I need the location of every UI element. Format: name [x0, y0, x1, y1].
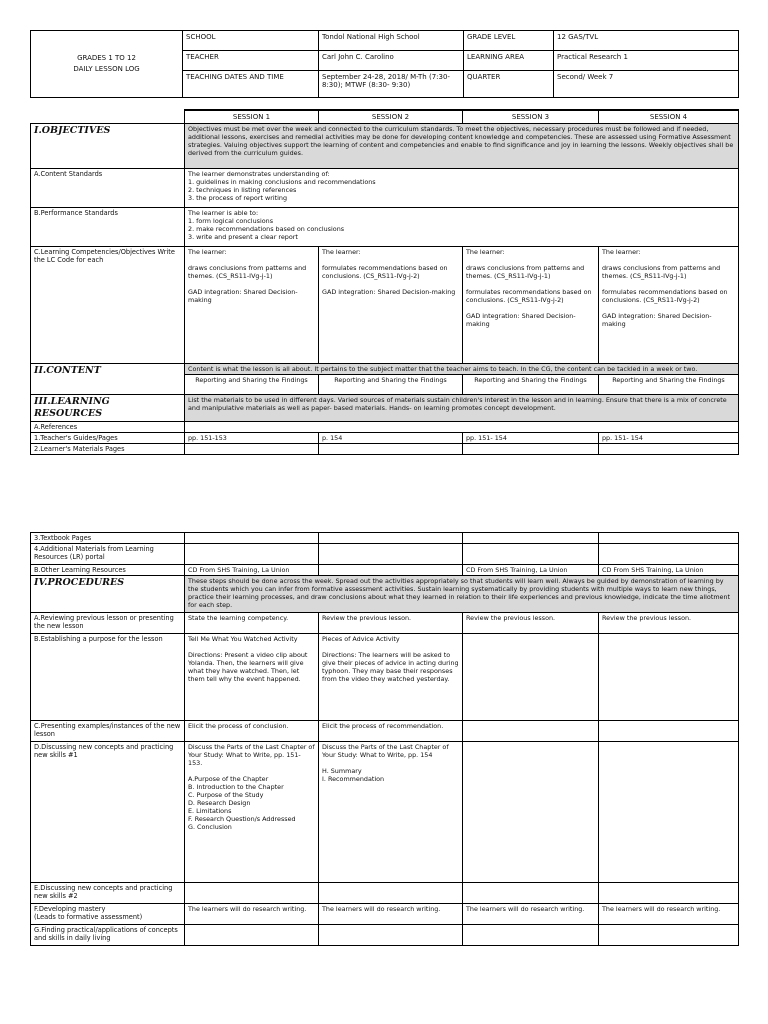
establishing-label: B.Establishing a purpose for the lesson — [31, 634, 185, 721]
mastery-session-4: The learners will do research writing. — [599, 904, 739, 925]
session-2-header: SESSION 2 — [319, 110, 463, 124]
performance-standards-text: The learner is able to: 1. form logical conclusions 2. make recommendations based on conclusions 3. write and present a clear report — [185, 208, 739, 247]
learning-area-label: LEARNING AREA — [464, 51, 554, 71]
learning-area-value: Practical Research 1 — [554, 51, 739, 71]
learners-materials-session-3 — [463, 444, 599, 455]
learners-materials-session-4 — [599, 444, 739, 455]
competencies-session-3: The learner: draws conclusions from patterns and themes. (CS_RS11-IVg-j-1) formulates recommendations based on conclusions. (CS_RS11-IVg-j-2) GAD integration: Shared Decision-making — [463, 247, 599, 364]
teachers-guide-session-3: pp. 151- 154 — [463, 433, 599, 444]
references-cell — [185, 422, 739, 433]
applications-session-2 — [319, 925, 463, 946]
applications-session-4 — [599, 925, 739, 946]
textbook-session-1 — [185, 533, 319, 544]
applications-label: G.Finding practical/applications of concepts and skills in daily living — [31, 925, 185, 946]
competencies-session-2: The learner: formulates recommendations based on conclusions. (CS_RS11-IVg-j-2) GAD integration: Shared Decision-making — [319, 247, 463, 364]
discussing-1-session-4 — [599, 742, 739, 883]
discussing-1-session-2: Discuss the Parts of the Last Chapter of Your Study: What to Write, pp. 154 H. Summary I. Recommendation — [319, 742, 463, 883]
school-label: SCHOOL — [183, 31, 319, 51]
discussing-1-session-3 — [463, 742, 599, 883]
additional-materials-session-3 — [463, 544, 599, 565]
content-label: II.CONTENT — [31, 364, 185, 395]
presenting-session-1: Elicit the process of conclusion. — [185, 721, 319, 742]
session-4-header: SESSION 4 — [599, 110, 739, 124]
content-session-2: Reporting and Sharing the Findings — [319, 375, 463, 395]
session-1-header: SESSION 1 — [185, 110, 319, 124]
textbook-session-4 — [599, 533, 739, 544]
competencies-label: C.Learning Competencies/Objectives Write the LC Code for each — [31, 247, 185, 364]
mastery-session-3: The learners will do research writing. — [463, 904, 599, 925]
competencies-session-1: The learner: draws conclusions from patterns and themes. (CS_RS11-IVg-j-1) GAD integration: Shared Decision- making — [185, 247, 319, 364]
other-resources-label: B.Other Learning Resources — [31, 565, 185, 576]
mastery-session-2: The learners will do research writing. — [319, 904, 463, 925]
textbook-session-3 — [463, 533, 599, 544]
teaching-dates-label: TEACHING DATES AND TIME — [183, 71, 319, 98]
discussing-1-label: D.Discussing new concepts and practicing new skills #1 — [31, 742, 185, 883]
teacher-value: Carl John C. Carolino — [319, 51, 464, 71]
reviewing-session-4: Review the previous lesson. — [599, 613, 739, 634]
quarter-value: Second/ Week 7 — [554, 71, 739, 98]
learning-resources-label: III.LEARNING RESOURCES — [31, 395, 185, 422]
teacher-label: TEACHER — [183, 51, 319, 71]
content-standards-text: The learner demonstrates understanding of: 1. guidelines in making conclusions and recommendations 2. techniques in listing references 3. the process of report writing — [185, 169, 739, 208]
content-session-3: Reporting and Sharing the Findings — [463, 375, 599, 395]
discussing-2-session-1 — [185, 883, 319, 904]
objectives-label: I.OBJECTIVES — [31, 124, 185, 169]
additional-materials-session-2 — [319, 544, 463, 565]
teachers-guide-session-2: p. 154 — [319, 433, 463, 444]
mastery-session-1: The learners will do research writing. — [185, 904, 319, 925]
applications-session-3 — [463, 925, 599, 946]
establishing-session-1: Tell Me What You Watched Activity Directions: Present a video clip about Yolanda. Then, the learners will give what they have watched. Then, let them tell why the event happened. — [185, 634, 319, 721]
discussing-2-session-4 — [599, 883, 739, 904]
presenting-session-3 — [463, 721, 599, 742]
grade-level-label: GRADE LEVEL — [464, 31, 554, 51]
session-3-header: SESSION 3 — [463, 110, 599, 124]
content-session-4: Reporting and Sharing the Findings — [599, 375, 739, 395]
reviewing-session-1: State the learning competency. — [185, 613, 319, 634]
presenting-label: C.Presenting examples/instances of the new lesson — [31, 721, 185, 742]
title-line-2: DAILY LESSON LOG — [73, 65, 140, 73]
other-resources-session-2 — [319, 565, 463, 576]
presenting-session-2: Elicit the process of recommendation. — [319, 721, 463, 742]
procedures-note: These steps should be done across the week. Spread out the activities appropriately so that students will learn well. Always be guided by demonstration of learning by the students which you can infer from formative assessment activities. Sustain learning systematically by providing students with multiple ways to learn new things, practice their learning processes, and draw conclusions about what they learned in relation to their life experiences and previous knowledge, indicate the time allotment for each step. — [185, 576, 739, 613]
objectives-note: Objectives must be met over the week and connected to the curriculum standards. To meet the objectives, necessary procedures must be followed and if needed, additional lessons, exercises and remedial activities may be done for developing content knowledge and competencies. These are assessed using Formative Assessment strategies. Valuing objectives support the learning of content and competencies and enable to find significance and joy in learning the lessons. Weekly objectives shall be derived from the curriculum guides. — [185, 124, 739, 169]
additional-materials-session-1 — [185, 544, 319, 565]
other-resources-session-4: CD From SHS Training, La Union — [599, 565, 739, 576]
additional-materials-label: 4.Additional Materials from Learning Resources (LR) portal — [31, 544, 185, 565]
learners-materials-label: 2.Learner's Materials Pages — [31, 444, 185, 455]
discussing-2-session-3 — [463, 883, 599, 904]
discussing-1-session-1: Discuss the Parts of the Last Chapter of Your Study: What to Write, pp. 151- 153. A.Purpose of the Chapter B. Introduction to the Chapter C. Purpose of the Study D. Research Design E. Limitations F. Research Question/s Addressed G. Conclusion — [185, 742, 319, 883]
reviewing-label: A.Reviewing previous lesson or presenting the new lesson — [31, 613, 185, 634]
learners-materials-session-2 — [319, 444, 463, 455]
document-title — [31, 31, 183, 98]
textbook-label: 3.Textbook Pages — [31, 533, 185, 544]
reviewing-session-3: Review the previous lesson. — [463, 613, 599, 634]
teachers-guide-session-4: pp. 151- 154 — [599, 433, 739, 444]
grade-level-value: 12 GAS/TVL — [554, 31, 739, 51]
applications-session-1 — [185, 925, 319, 946]
content-note: Content is what the lesson is all about. It pertains to the subject matter that the teacher aims to teach. In the CG, the content can be tackled in a week or two. — [185, 364, 739, 375]
teachers-guide-session-1: pp. 151-153 — [185, 433, 319, 444]
other-resources-session-3: CD From SHS Training, La Union — [463, 565, 599, 576]
other-resources-session-1: CD From SHS Training, La Union — [185, 565, 319, 576]
discussing-2-session-2 — [319, 883, 463, 904]
presenting-session-4 — [599, 721, 739, 742]
references-label: A.References — [31, 422, 185, 433]
mastery-label: F.Developing mastery (Leads to formative assessment) — [31, 904, 185, 925]
establishing-session-2: Pieces of Advice Activity Directions: The learners will be asked to give their pieces of advice in acting during typhoon. They may base their responses from the video they watched yesterday. — [319, 634, 463, 721]
establishing-session-4 — [599, 634, 739, 721]
learners-materials-session-1 — [185, 444, 319, 455]
teachers-guide-label: 1.Teacher's Guides/Pages — [31, 433, 185, 444]
reviewing-session-2: Review the previous lesson. — [319, 613, 463, 634]
establishing-session-3 — [463, 634, 599, 721]
learning-resources-note: List the materials to be used in different days. Varied sources of materials sustain children's interest in the lesson and in learning. Ensure that there is a mix of concrete and manipulative materials as well as paper- based materials. Hands- on learning promotes concept development. — [185, 395, 739, 422]
lesson-grid-part-1 — [30, 109, 739, 455]
teaching-dates-value: September 24-28, 2018/ M-Th (7:30-8:30); MTWF (8:30- 9:30) — [319, 71, 464, 98]
additional-materials-session-4 — [599, 544, 739, 565]
performance-standards-label: B.Performance Standards — [31, 208, 185, 247]
content-standards-label: A.Content Standards — [31, 169, 185, 208]
lesson-grid-part-2 — [30, 532, 739, 946]
school-value: Tondol National High School — [319, 31, 464, 51]
content-session-1: Reporting and Sharing the Findings — [185, 375, 319, 395]
title-line-1: GRADES 1 TO 12 — [77, 54, 136, 62]
header-table — [30, 30, 739, 98]
quarter-label: QUARTER — [464, 71, 554, 98]
textbook-session-2 — [319, 533, 463, 544]
session-header-blank — [31, 110, 185, 124]
discussing-2-label: E.Discussing new concepts and practicing new skills #2 — [31, 883, 185, 904]
competencies-session-4: The learner: draws conclusions from patterns and themes. (CS_RS11-IVg-j-1) formulates recommendations based on conclusions. (CS_RS11-IVg-j-2) GAD integration: Shared Decision-making — [599, 247, 739, 364]
procedures-label: IV.PROCEDURES — [31, 576, 185, 613]
